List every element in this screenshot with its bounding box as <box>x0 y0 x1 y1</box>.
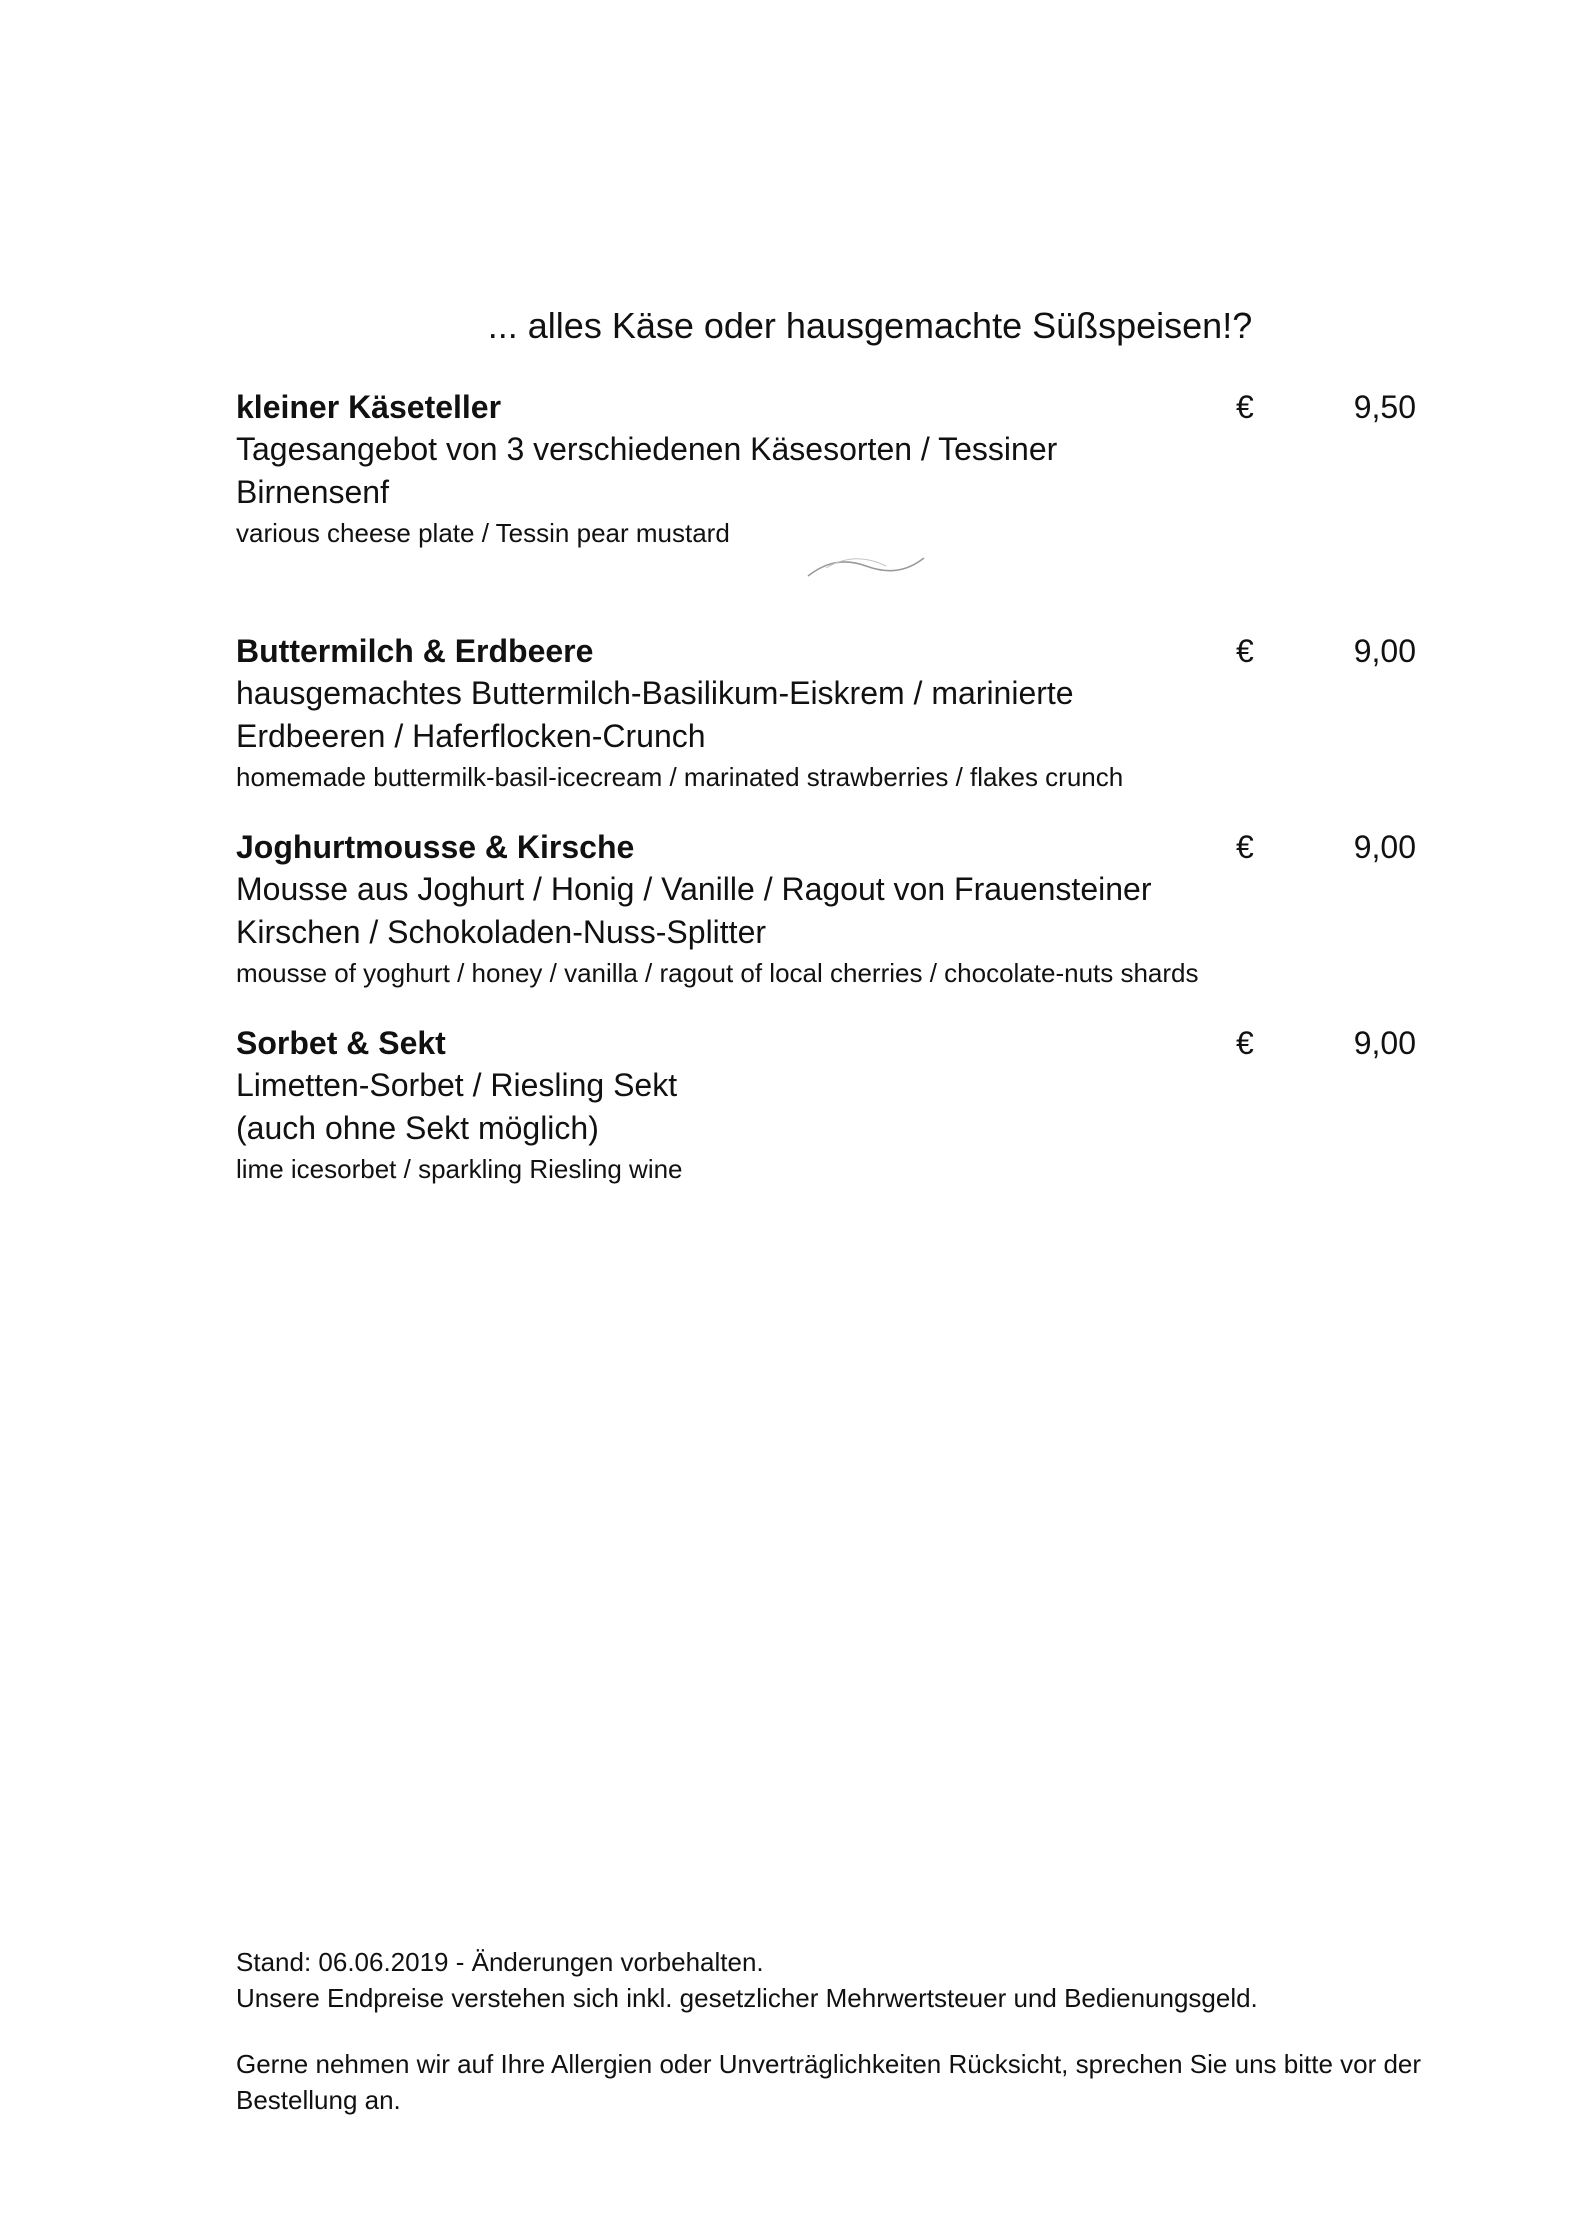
currency-symbol: € <box>1236 1025 1254 1061</box>
item-name: kleiner Käseteller <box>236 389 502 425</box>
item-description-en: lime icesorbet / sparkling Riesling wine <box>236 1154 683 1184</box>
item-description-en: mousse of yoghurt / honey / vanilla / ragout of local cherries / chocolate-nuts shards <box>236 958 1199 988</box>
menu-item-joghurtmousse-kirsche <box>236 826 1416 990</box>
menu-item-buttermilch-erdbeere <box>236 630 1416 794</box>
item-description-de: hausgemachtes Buttermilch-Basilikum-Eiskrem / marinierte Erdbeeren / Haferflocken-Crunch <box>236 675 1074 754</box>
footer-stand-line: Stand: 06.06.2019 - Änderungen vorbehalten. <box>236 1947 764 1977</box>
item-description-de-line1: Limetten-Sorbet / Riesling Sekt <box>236 1067 678 1103</box>
item-price: 9,00 <box>1353 633 1416 669</box>
footer-allergy-note <box>236 2046 1476 2118</box>
footer-stand-and-price-note <box>236 1944 1476 2016</box>
currency-symbol: € <box>1236 389 1254 425</box>
item-name: Sorbet & Sekt <box>236 1025 446 1061</box>
item-description-en: various cheese plate / Tessin pear mustard <box>236 518 730 548</box>
currency-symbol: € <box>1236 829 1254 865</box>
item-description-de-line2: (auch ohne Sekt möglich) <box>236 1110 599 1146</box>
currency-symbol: € <box>1236 633 1254 669</box>
item-price: 9,00 <box>1353 829 1416 865</box>
menu-item-kaeseteller <box>236 386 1416 550</box>
item-price: 9,00 <box>1353 1025 1416 1061</box>
item-price: 9,50 <box>1353 389 1416 425</box>
item-description-de: Tagesangebot von 3 verschiedenen Käsesorten / Tessiner Birnensenf <box>236 431 1058 510</box>
menu-item-sorbet-sekt <box>236 1022 1416 1186</box>
item-description-de: Mousse aus Joghurt / Honig / Vanille / Ragout von Frauensteiner Kirschen / Schokoladen-Nuss-Splitter <box>236 871 1152 950</box>
page-title: ... alles Käse oder hausgemachte Süßspeisen!? <box>487 305 1253 346</box>
item-name: Buttermilch & Erdbeere <box>236 633 594 669</box>
item-name: Joghurtmousse & Kirsche <box>236 829 635 865</box>
footer-allergy-text: Gerne nehmen wir auf Ihre Allergien oder Unverträglichkeiten Rücksicht, sprechen Sie uns bitte vor der Bestellung an. <box>236 2049 1422 2115</box>
tilde-swash-divider-icon <box>806 548 926 588</box>
item-description-en: homemade buttermilk-basil-icecream / marinated strawberries / flakes crunch <box>236 762 1124 792</box>
footer-price-note: Unsere Endpreise verstehen sich inkl. gesetzlicher Mehrwertsteuer und Bedienungsgeld. <box>236 1983 1258 2013</box>
